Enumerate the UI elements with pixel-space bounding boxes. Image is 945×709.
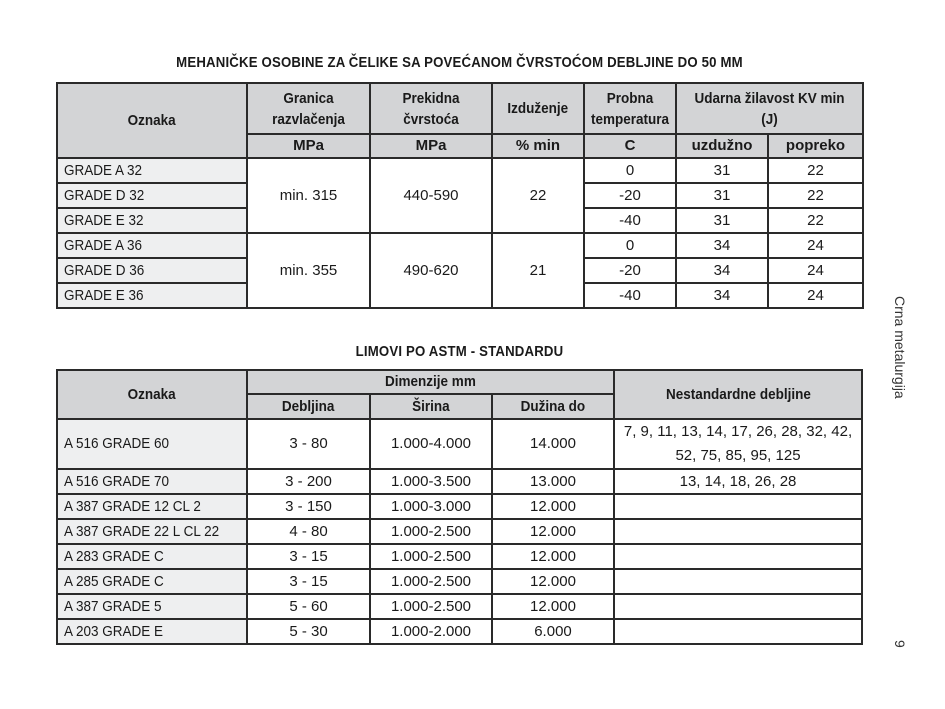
cell-sirina: 1.000-2.500	[370, 544, 492, 569]
table-row-oznaka: GRADE A 32	[57, 158, 247, 183]
table-row-oznaka: GRADE D 32	[57, 183, 247, 208]
cell-sirina: 1.000-2.000	[370, 619, 492, 644]
cell-popreko: 24	[768, 233, 863, 258]
header-granica: Granica razvlačenja	[247, 83, 370, 134]
header-oznaka: Oznaka	[57, 83, 247, 158]
cell-duzina: 12.000	[492, 519, 614, 544]
header-nestandardne: Nestandardne debljine	[614, 370, 862, 419]
cell-temp: -40	[584, 208, 676, 233]
unit-granica: MPa	[247, 134, 370, 158]
cell-uzduzno: 34	[676, 258, 768, 283]
cell-temp: -40	[584, 283, 676, 308]
cell-temp: 0	[584, 158, 676, 183]
cell-popreko: 24	[768, 283, 863, 308]
table-row-oznaka: A 203 GRADE E	[57, 619, 247, 644]
cell-duzina: 12.000	[492, 544, 614, 569]
unit-probna: C	[584, 134, 676, 158]
cell-temp: -20	[584, 183, 676, 208]
cell-popreko: 22	[768, 183, 863, 208]
cell-nestandardne	[614, 519, 862, 544]
header-probna: Probna temperatura	[584, 83, 676, 134]
table-row-oznaka: A 283 GRADE C	[57, 544, 247, 569]
cell-uzduzno: 34	[676, 283, 768, 308]
cell-sirina: 1.000-3.000	[370, 494, 492, 519]
table-row-oznaka: GRADE E 32	[57, 208, 247, 233]
cell-nestandardne	[614, 494, 862, 519]
cell-debljina: 5 - 30	[247, 619, 370, 644]
cell-nestandardne	[614, 594, 862, 619]
table2-title: LIMOVI PO ASTM - STANDARDU	[355, 343, 564, 360]
cell-temp: -20	[584, 258, 676, 283]
table-row-oznaka: A 387 GRADE 12 CL 2	[57, 494, 247, 519]
cell-temp: 0	[584, 233, 676, 258]
cell-duzina: 6.000	[492, 619, 614, 644]
unit-izduzenje: % min	[492, 134, 584, 158]
astm-plates-table	[56, 369, 863, 645]
group-izduzenje: 22	[492, 158, 584, 233]
header-debljina: Debljina	[247, 394, 370, 419]
group-granica: min. 315	[247, 158, 370, 233]
group-prekidna: 440-590	[370, 158, 492, 233]
cell-duzina: 12.000	[492, 569, 614, 594]
cell-nestandardne	[614, 544, 862, 569]
cell-nestandardne	[614, 619, 862, 644]
table-row-oznaka: A 285 GRADE C	[57, 569, 247, 594]
unit-popreko: popreko	[768, 134, 863, 158]
cell-uzduzno: 34	[676, 233, 768, 258]
cell-debljina: 3 - 15	[247, 544, 370, 569]
cell-sirina: 1.000-2.500	[370, 519, 492, 544]
cell-sirina: 1.000-4.000	[370, 419, 492, 469]
header-izduzenje: Izduženje	[492, 83, 584, 134]
group-prekidna: 490-620	[370, 233, 492, 308]
cell-debljina: 3 - 15	[247, 569, 370, 594]
header-udarna: Udarna žilavost KV min (J)	[676, 83, 863, 134]
cell-popreko: 22	[768, 158, 863, 183]
page-number: 9	[892, 640, 908, 648]
header-sirina: Širina	[370, 394, 492, 419]
cell-debljina: 3 - 150	[247, 494, 370, 519]
unit-uzduzno: uzdužno	[676, 134, 768, 158]
cell-sirina: 1.000-2.500	[370, 569, 492, 594]
cell-duzina: 12.000	[492, 494, 614, 519]
header-duzina: Dužina do	[492, 394, 614, 419]
cell-uzduzno: 31	[676, 208, 768, 233]
table-row-oznaka: A 387 GRADE 5	[57, 594, 247, 619]
mechanical-properties-table	[56, 82, 864, 309]
table-row-oznaka: A 516 GRADE 70	[57, 469, 247, 494]
cell-debljina: 5 - 60	[247, 594, 370, 619]
group-granica: min. 355	[247, 233, 370, 308]
cell-nestandardne	[614, 569, 862, 594]
section-side-label: Crna metalurgija	[892, 296, 908, 399]
cell-popreko: 22	[768, 208, 863, 233]
cell-duzina: 14.000	[492, 419, 614, 469]
header-dimenzije: Dimenzije mm	[247, 370, 614, 394]
cell-debljina: 4 - 80	[247, 519, 370, 544]
table-row-oznaka: GRADE D 36	[57, 258, 247, 283]
table-row-oznaka: GRADE E 36	[57, 283, 247, 308]
group-izduzenje: 21	[492, 233, 584, 308]
cell-nestandardne: 7, 9, 11, 13, 14, 17, 26, 28, 32, 42, 52, 75, 85, 95, 125	[614, 419, 862, 469]
cell-sirina: 1.000-2.500	[370, 594, 492, 619]
cell-nestandardne: 13, 14, 18, 26, 28	[614, 469, 862, 494]
header-oznaka: Oznaka	[57, 370, 247, 419]
cell-popreko: 24	[768, 258, 863, 283]
table-row-oznaka: A 516 GRADE 60	[57, 419, 247, 469]
unit-prekidna: MPa	[370, 134, 492, 158]
cell-debljina: 3 - 200	[247, 469, 370, 494]
cell-duzina: 13.000	[492, 469, 614, 494]
cell-sirina: 1.000-3.500	[370, 469, 492, 494]
cell-uzduzno: 31	[676, 183, 768, 208]
table-row-oznaka: A 387 GRADE 22 L CL 22	[57, 519, 247, 544]
header-prekidna: Prekidna čvrstoća	[370, 83, 492, 134]
cell-duzina: 12.000	[492, 594, 614, 619]
cell-debljina: 3 - 80	[247, 419, 370, 469]
cell-uzduzno: 31	[676, 158, 768, 183]
table-row-oznaka: GRADE A 36	[57, 233, 247, 258]
table1-title: MEHANIČKE OSOBINE ZA ČELIKE SA POVEĆANOM ČVRSTOĆOM DEBLJINE DO 50 MM	[176, 54, 743, 71]
